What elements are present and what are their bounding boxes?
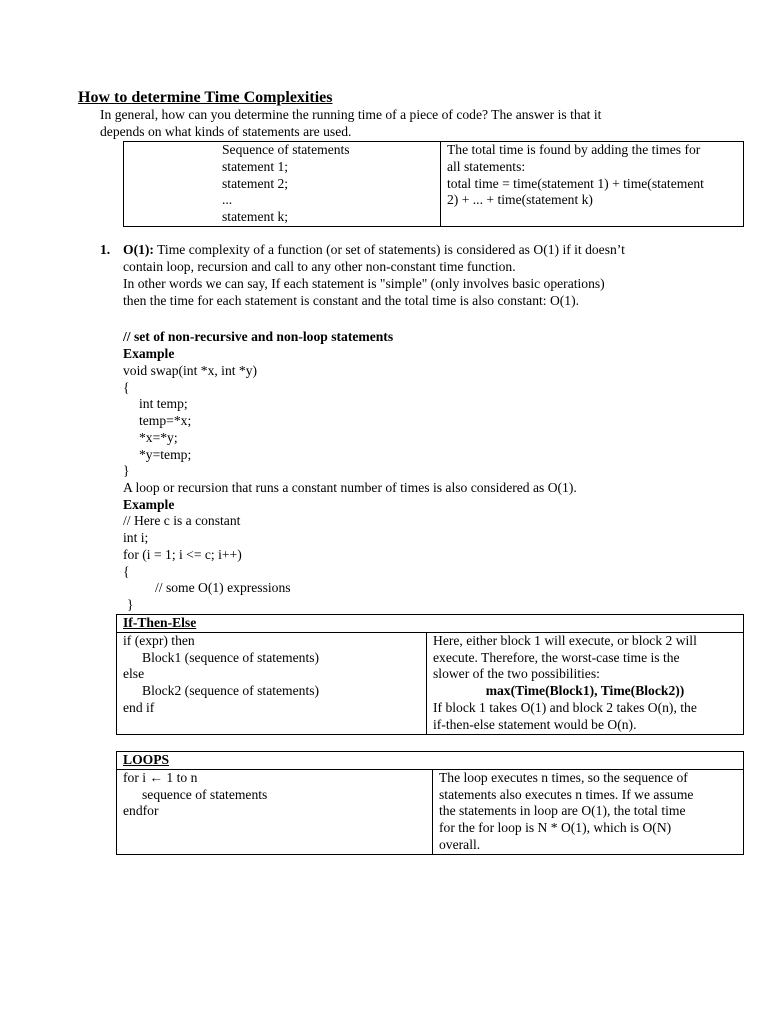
code-line: int temp; xyxy=(139,396,188,411)
code-line: Block2 (sequence of statements) xyxy=(142,683,320,699)
loops-explanation-cell xyxy=(433,769,744,854)
sequence-table xyxy=(123,141,744,227)
o1-paragraph-line-1 xyxy=(123,242,625,259)
code-line: } xyxy=(123,463,130,478)
o1-paragraph-line-3: In other words we can say, If each statement is "simple" (only involves basic operations) xyxy=(123,276,605,291)
explanation-line: The loop executes n times, so the sequence of xyxy=(439,769,688,785)
explanation-line: execute. Therefore, the worst-case time is the xyxy=(433,649,680,665)
o1-paragraph-line-2: contain loop, recursion and call to any other non-constant time function. xyxy=(123,259,516,274)
explanation-line: If block 1 takes O(1) and block 2 takes O(n), the xyxy=(433,699,697,715)
example-label: Example xyxy=(123,346,175,361)
sequence-line: Sequence of statements xyxy=(222,142,350,157)
loops-code-cell xyxy=(117,769,433,854)
o1-line-1-text: Time complexity of a function (or set of statements) is considered as O(1) if it doesn’t xyxy=(157,242,625,257)
code-line: endfor xyxy=(123,803,159,819)
list-number: 1. xyxy=(100,242,111,257)
sequence-cell xyxy=(124,142,441,227)
o1-paragraph-line-4: then the time for each statement is constant and the total time is also constant: O(1). xyxy=(123,293,580,308)
sequence-line: statement k; xyxy=(222,209,289,225)
total-time-cell xyxy=(441,142,744,227)
comment-heading: // set of non-recursive and non-loop statements xyxy=(123,329,394,344)
intro-line-1: In general, how can you determine the running time of a piece of code? The answer is that it xyxy=(100,107,602,122)
intro-line-2: depends on what kinds of statements are used. xyxy=(100,124,352,139)
explanation-line: for the for loop is N * O(1), which is O(N) xyxy=(439,820,672,836)
code-line: Block1 (sequence of statements) xyxy=(142,649,320,665)
code-line: if (expr) then xyxy=(123,632,195,648)
sequence-line: statement 2; xyxy=(222,175,289,191)
total-time-line: The total time is found by adding the times for xyxy=(447,142,701,157)
explanation-line: Here, either block 1 will execute, or block 2 will xyxy=(433,632,697,648)
code-line: else xyxy=(123,666,145,682)
code-line: temp=*x; xyxy=(139,413,192,428)
code-line: *x=*y; xyxy=(139,430,178,445)
code-line: // Here c is a constant xyxy=(123,513,241,528)
if-then-else-header: If-Then-Else xyxy=(117,615,744,633)
code-line: for (i = 1; i <= c; i++) xyxy=(123,547,242,562)
code-line: *y=temp; xyxy=(139,447,192,462)
code-line: { xyxy=(123,564,130,579)
explanation-line: slower of the two possibilities: xyxy=(433,666,600,682)
example-label: Example xyxy=(123,497,175,512)
explanation-line: overall. xyxy=(439,836,481,852)
sequence-line: ... xyxy=(222,192,233,208)
loops-table xyxy=(116,751,744,855)
o1-label: O(1): xyxy=(123,242,154,257)
page-title: How to determine Time Complexities xyxy=(78,89,333,106)
explanation-line: if-then-else statement would be O(n). xyxy=(433,716,637,732)
if-explanation-cell xyxy=(427,632,744,734)
if-then-else-table xyxy=(116,614,744,735)
code-line: { xyxy=(123,380,130,395)
explanation-line: the statements in loop are O(1), the total time xyxy=(439,803,686,819)
code-line: // some O(1) expressions xyxy=(155,580,291,595)
loop-note: A loop or recursion that runs a constant number of times is also considered as O(1). xyxy=(123,480,577,495)
if-code-cell xyxy=(117,632,427,734)
total-time-line: 2) + ... + time(statement k) xyxy=(447,192,593,208)
total-time-line: total time = time(statement 1) + time(statement xyxy=(447,175,704,191)
code-line: for i ← 1 to n xyxy=(123,769,198,785)
code-line: } xyxy=(127,597,134,612)
max-formula: max(Time(Block1), Time(Block2)) xyxy=(485,683,685,699)
loops-header: LOOPS xyxy=(117,752,744,770)
code-line: int i; xyxy=(123,530,149,545)
sequence-line: statement 1; xyxy=(222,158,289,174)
code-line: end if xyxy=(123,699,155,715)
explanation-line: statements also executes n times. If we assume xyxy=(439,786,694,802)
total-time-line: all statements: xyxy=(447,158,526,174)
code-line: sequence of statements xyxy=(142,786,268,802)
code-line: void swap(int *x, int *y) xyxy=(123,363,258,378)
